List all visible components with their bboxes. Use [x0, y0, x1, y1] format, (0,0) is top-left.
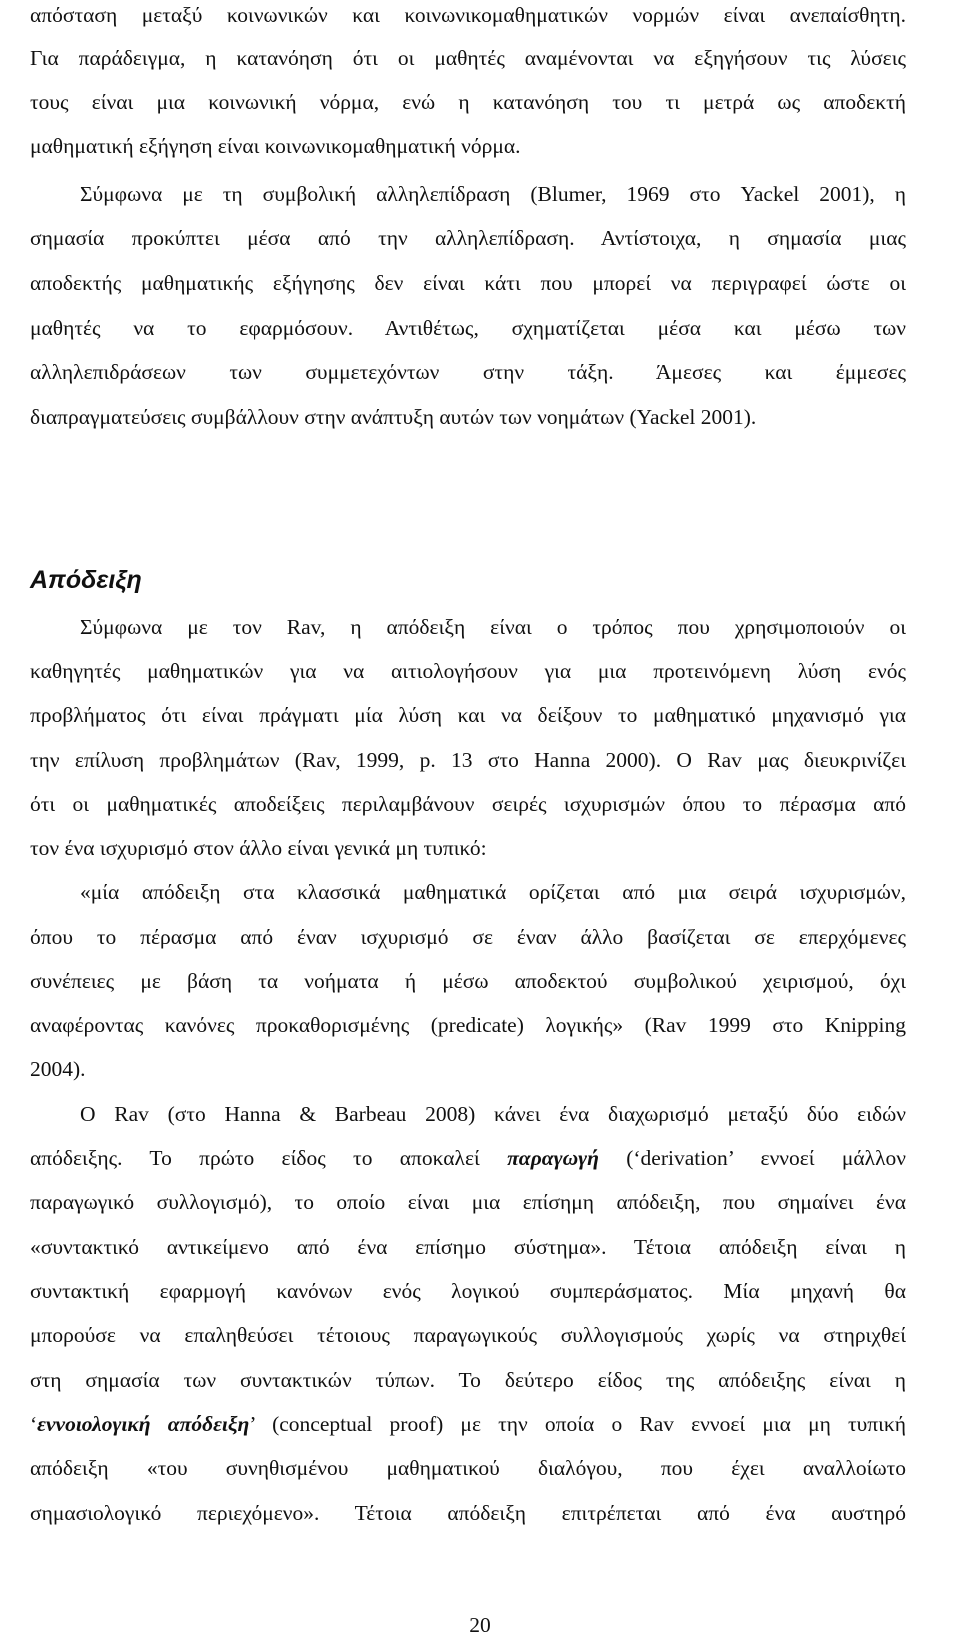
text-line: σημασιολογικό περιεχόμενο». Τέτοια απόδειξη επιτρέπεται από ένα αυστηρό	[30, 1501, 906, 1525]
quote-line: αναφέροντας κανόνες προκαθορισμένης (predicate) λογικής» (Rav 1999 στο Knipping	[30, 1013, 906, 1037]
quote-line: συνέπειες με βάση τα νοήματα ή μέσω αποδεκτού συμβολικού χειρισμού, όχι	[30, 969, 906, 993]
section-heading: Απόδειξη	[30, 566, 142, 594]
text-line: καθηγητές μαθηματικών για να αιτιολογήσουν για μια προτεινόμενη λύση ενός	[30, 659, 906, 683]
text-line: τον ένα ισχυρισμό στον άλλο είναι γενικά μη τυπικό:	[30, 836, 487, 860]
text-line: απόσταση μεταξύ κοινωνικών και κοινωνικομαθηματικών νορμών είναι ανεπαίσθητη.	[30, 3, 906, 27]
text-line	[30, 1409, 906, 1439]
page-number: 20	[469, 1613, 491, 1637]
text-line: μαθητές να το εφαρμόσουν. Αντιθέτως, σχηματίζεται μέσα και μέσω των	[30, 316, 906, 340]
text-segment: ‘	[30, 1412, 38, 1436]
text-line: παραγωγικό συλλογισμό), το οποίο είναι μια επίσημη απόδειξη, που σημαίνει ένα	[30, 1190, 906, 1214]
text-line: μπορούσε να επαληθεύσει τέτοιους παραγωγικούς συλλογισμούς χωρίς να στηριχθεί	[30, 1323, 906, 1347]
text-line: αποδεκτής μαθηματικής εξήγησης δεν είναι κάτι που μπορεί να περιγραφεί ώστε οι	[30, 271, 906, 295]
text-line: συντακτική εφαρμογή κανόνων ενός λογικού συμπεράσματος. Μία μηχανή θα	[30, 1279, 906, 1303]
text-segment: ’ (conceptual proof) με την οποία ο Rav εννοεί μια μη τυπική	[249, 1412, 906, 1436]
text-line: διαπραγματεύσεις συμβάλλουν στην ανάπτυξη αυτών των νοημάτων (Yackel 2001).	[30, 405, 757, 429]
quote-line: 2004).	[30, 1057, 86, 1081]
text-segment: (‘derivation’ εννοεί μάλλον	[626, 1146, 906, 1170]
text-line: Σύμφωνα με τον Rav, η απόδειξη είναι ο τρόπος που χρησιμοποιούν οι	[80, 615, 906, 639]
emphasis-term: εννοιολογική απόδειξη	[37, 1412, 250, 1436]
text-line: Σύμφωνα με τη συμβολική αλληλεπίδραση (Blumer, 1969 στο Yackel 2001), η	[80, 182, 906, 206]
text-line	[30, 1143, 906, 1173]
text-line: την επίλυση προβλημάτων (Rav, 1999, p. 13 στο Hanna 2000). Ο Rav μας διευκρινίζει	[30, 748, 906, 772]
emphasis-term: παραγωγή	[507, 1146, 599, 1170]
text-line: ότι οι μαθηματικές αποδείξεις περιλαμβάνουν σειρές ισχυρισμών όπου το πέρασμα από	[30, 792, 906, 816]
text-line: «συντακτικό αντικείμενο από ένα επίσημο σύστημα». Τέτοια απόδειξη είναι η	[30, 1235, 906, 1259]
text-line: προβλήματος ότι είναι πράγματι μία λύση και να δείξουν το μαθηματικό μηχανισμό για	[30, 703, 906, 727]
text-line: σημασία προκύπτει μέσα από την αλληλεπίδραση. Αντίστοιχα, η σημασία μιας	[30, 226, 906, 250]
text-line: Για παράδειγμα, η κατανόηση ότι οι μαθητές αναμένονται να εξηγήσουν τις λύσεις	[30, 46, 906, 70]
text-line: μαθηματική εξήγηση είναι κοινωνικομαθηματική νόρμα.	[30, 134, 521, 158]
quote-line: «μία απόδειξη στα κλασσικά μαθηματικά ορίζεται από μια σειρά ισχυρισμών,	[80, 880, 906, 904]
text-line: τους είναι μια κοινωνική νόρμα, ενώ η κατανόηση του τι μετρά ως αποδεκτή	[30, 90, 906, 114]
text-line: στη σημασία των συντακτικών τύπων. Το δεύτερο είδος της απόδειξης είναι η	[30, 1368, 906, 1392]
text-line: απόδειξη «του συνηθισμένου μαθηματικού διαλόγου, που έχει αναλλοίωτο	[30, 1456, 906, 1480]
text-line: αλληλεπιδράσεων των συμμετεχόντων στην τάξη. Άμεσες και έμμεσες	[30, 360, 906, 384]
quote-line: όπου το πέρασμα από έναν ισχυρισμό σε έναν άλλο βασίζεται σε επερχόμενες	[30, 925, 906, 949]
text-segment: απόδειξης. Το πρώτο είδος το αποκαλεί	[30, 1146, 480, 1170]
text-line: Ο Rav (στο Hanna & Barbeau 2008) κάνει ένα διαχωρισμό μεταξύ δύο ειδών	[80, 1102, 906, 1126]
